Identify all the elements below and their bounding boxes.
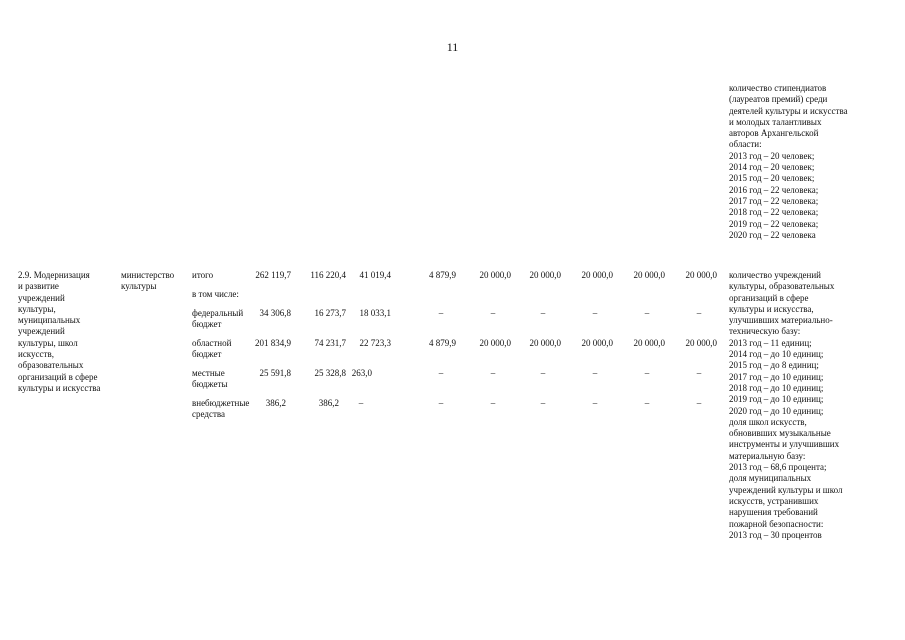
value-cell: 20 000,0 xyxy=(685,338,717,348)
value-cell: – xyxy=(358,398,364,408)
value-cell: 16 273,7 xyxy=(314,308,346,318)
item-name-block xyxy=(18,270,100,394)
value-cell: – xyxy=(644,308,650,318)
indicator-line: улучшивших материально- xyxy=(729,315,833,326)
indicator-line: организаций в сфере xyxy=(729,292,809,303)
row-label-line: в том числе: xyxy=(192,289,239,299)
row-label-line: итого xyxy=(192,270,214,280)
item-name-line: учреждений xyxy=(18,326,65,337)
value-cell: 25 591,8 xyxy=(259,368,291,378)
row-label xyxy=(192,270,213,281)
indicator-line: материальную базу: xyxy=(729,450,806,461)
value-cell: – xyxy=(644,368,650,378)
item-name-line: искусств, xyxy=(18,349,54,360)
indicator-line: инструменты и улучшивших xyxy=(729,439,840,450)
executor-line: культуры xyxy=(121,281,157,292)
value-cell: 201 834,9 xyxy=(255,338,291,348)
indicator-line: пожарной безопасности: xyxy=(729,518,824,529)
item-name-line: организаций в сфере xyxy=(18,371,98,382)
indicator-line: и молодых талантливых xyxy=(729,116,822,127)
indicator-line: доля муниципальных xyxy=(729,473,812,484)
prev-indicator-block xyxy=(729,83,848,241)
indicator-line: 2020 год – до 10 единиц; xyxy=(729,405,824,416)
value-cell: 20 000,0 xyxy=(581,270,613,280)
indicator-line: 2017 год – до 10 единиц; xyxy=(729,371,824,382)
value-cell: – xyxy=(438,398,444,408)
value-cell: 20 000,0 xyxy=(581,338,613,348)
value-cell: – xyxy=(490,308,496,318)
value-cell: 34 306,8 xyxy=(259,308,291,318)
value-cell: 4 879,9 xyxy=(429,338,456,348)
item-name-line: культуры и искусства xyxy=(18,382,101,393)
value-cell: – xyxy=(540,368,546,378)
row-label-line: бюджет xyxy=(192,349,222,360)
value-cell: – xyxy=(592,308,598,318)
row-label-line: бюджет xyxy=(192,319,222,330)
indicator-line: нарушения требований xyxy=(729,507,818,518)
value-cell: 22 723,3 xyxy=(359,338,391,348)
indicator-line: 2014 год – 20 человек; xyxy=(729,162,815,173)
indicator-line: 2019 год – 22 человека; xyxy=(729,218,819,229)
indicator-line: культуры и искусства, xyxy=(729,303,814,314)
value-cell: 386,2 xyxy=(265,398,286,408)
indicator-line: 2019 год – до 10 единиц; xyxy=(729,394,824,405)
value-cell: 20 000,0 xyxy=(479,270,511,280)
item-name-line: образовательных xyxy=(18,360,84,371)
value-cell: 20 000,0 xyxy=(529,338,561,348)
value-cell: 20 000,0 xyxy=(479,338,511,348)
item-name-line: муниципальных xyxy=(18,315,81,326)
value-cell: 263,0 xyxy=(351,368,372,378)
indicator-line: 2018 год – 22 человека; xyxy=(729,207,819,218)
indicator-line: (лауреатов премий) среди xyxy=(729,94,828,105)
indicator-line: деятелей культуры и искусства xyxy=(729,105,848,116)
indicator-line: учреждений культуры и школ xyxy=(729,484,843,495)
indicator-line: 2013 год – 20 человек; xyxy=(729,150,815,161)
value-cell: 20 000,0 xyxy=(529,270,561,280)
indicator-line: авторов Архангельской xyxy=(729,128,819,139)
value-cell: – xyxy=(696,398,702,408)
value-cell: – xyxy=(696,368,702,378)
value-cell: 116 220,4 xyxy=(310,270,346,280)
indicator-line: 2014 год – до 10 единиц; xyxy=(729,349,824,360)
value-cell: 20 000,0 xyxy=(633,270,665,280)
indicator-line: искусств, устранивших xyxy=(729,495,819,506)
indicator-block xyxy=(729,270,843,541)
value-cell: – xyxy=(644,398,650,408)
value-cell: 74 231,7 xyxy=(314,338,346,348)
indicator-line: 2013 год – 68,6 процента; xyxy=(729,462,827,473)
row-label-line: бюджеты xyxy=(192,379,228,390)
value-cell: – xyxy=(540,398,546,408)
row-label xyxy=(192,368,228,391)
row-label-line: областной xyxy=(192,338,232,348)
value-cell: – xyxy=(490,398,496,408)
item-name-line: культуры, школ xyxy=(18,337,78,348)
row-label xyxy=(192,289,239,300)
value-cell: – xyxy=(540,308,546,318)
indicator-line: 2015 год – 20 человек; xyxy=(729,173,815,184)
value-cell: 4 879,9 xyxy=(429,270,456,280)
value-cell: 386,2 xyxy=(318,398,339,408)
item-name-line: учреждений xyxy=(18,292,65,303)
indicator-line: культуры, образовательных xyxy=(729,281,835,292)
indicator-line: доля школ искусств, xyxy=(729,416,807,427)
value-cell: 41 019,4 xyxy=(359,270,391,280)
indicator-line: количество стипендиатов xyxy=(729,83,827,93)
value-cell: 18 033,1 xyxy=(359,308,391,318)
row-label-line: средства xyxy=(192,409,226,420)
indicator-line: количество учреждений xyxy=(729,270,821,280)
item-name-line: 2.9. Модернизация xyxy=(18,270,90,280)
value-cell: 20 000,0 xyxy=(633,338,665,348)
executor-block xyxy=(121,270,174,293)
row-label-line: местные xyxy=(192,368,225,378)
executor-line: министерство xyxy=(121,270,175,280)
indicator-line: 2018 год – до 10 единиц; xyxy=(729,382,824,393)
value-cell: 262 119,7 xyxy=(255,270,291,280)
indicator-line: 2013 год – 11 единиц; xyxy=(729,337,812,348)
indicator-line: 2015 год – до 8 единиц; xyxy=(729,360,819,371)
indicator-line: 2013 год – 30 процентов xyxy=(729,529,822,540)
value-cell: – xyxy=(438,308,444,318)
value-cell: – xyxy=(592,368,598,378)
value-cell: – xyxy=(696,308,702,318)
indicator-line: области: xyxy=(729,139,762,150)
indicator-line: 2017 год – 22 человека; xyxy=(729,195,819,206)
row-label-line: внебюджетные xyxy=(192,398,250,408)
value-cell: 25 328,8 xyxy=(314,368,346,378)
indicator-line: 2016 год – 22 человека; xyxy=(729,184,819,195)
value-cell: – xyxy=(490,368,496,378)
page-number: 11 xyxy=(446,40,459,54)
item-name-line: и развитие xyxy=(18,281,59,292)
value-cell: – xyxy=(592,398,598,408)
row-label xyxy=(192,308,243,331)
row-label xyxy=(192,338,231,361)
indicator-line: техническую базу: xyxy=(729,326,801,337)
value-cell: 20 000,0 xyxy=(685,270,717,280)
indicator-line: 2020 год – 22 человека xyxy=(729,229,816,240)
item-name-line: культуры, xyxy=(18,303,56,314)
indicator-line: обновивших музыкальные xyxy=(729,428,831,439)
value-cell: – xyxy=(438,368,444,378)
row-label-line: федеральный xyxy=(192,308,244,318)
